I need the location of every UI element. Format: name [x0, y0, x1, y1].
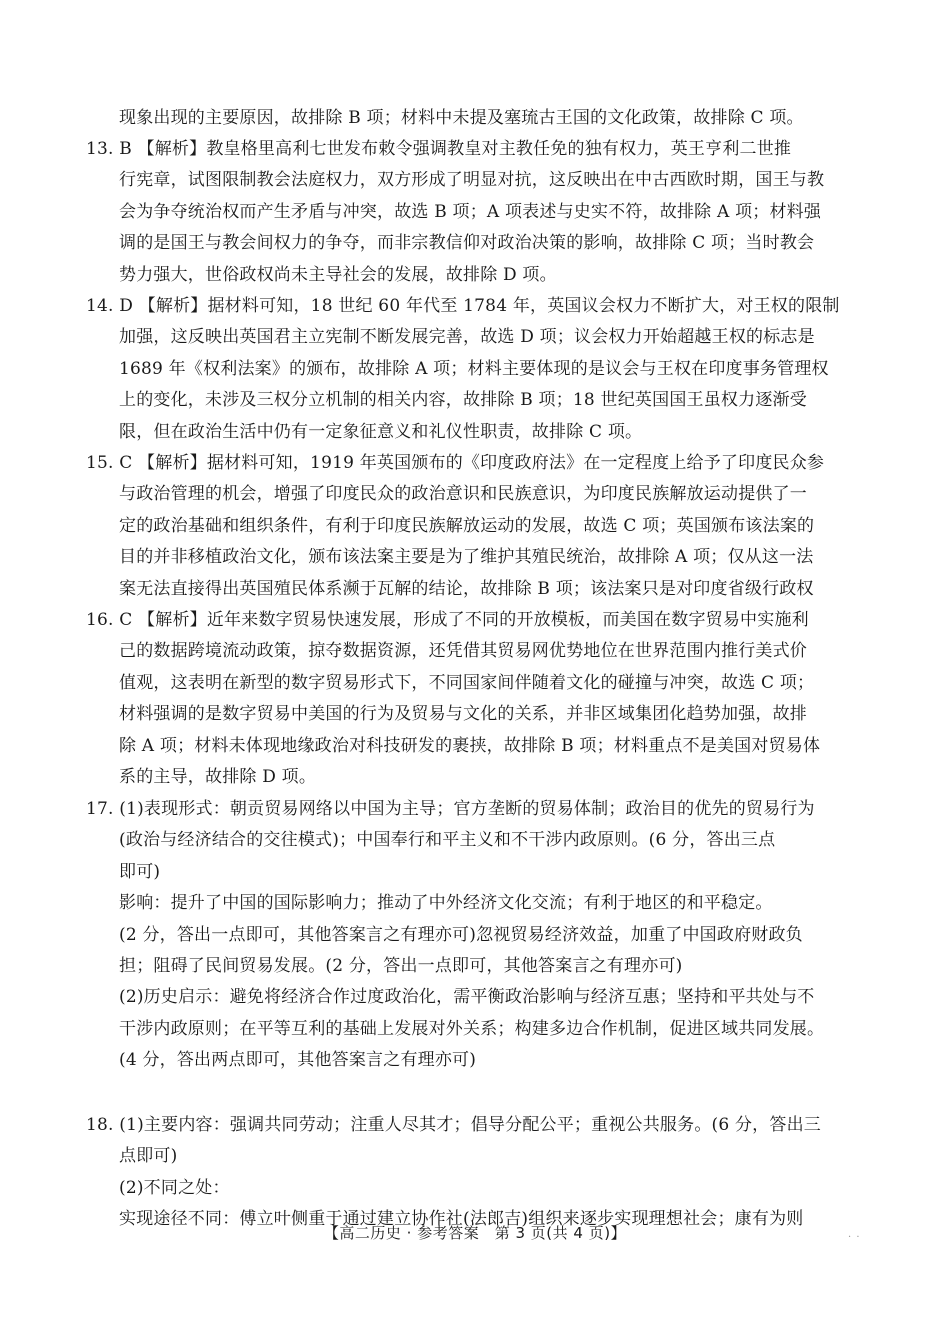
text-line: 干涉内政原则；在平等互利的基础上发展对外关系；构建多边合作机制，促进区域共同发展。: [119, 1018, 825, 1039]
text-line: 势力强大，世俗政权尚未主导社会的发展，故排除 D 项。: [119, 264, 557, 285]
text-line: 调的是国王与教会间权力的争夺，而非宗教信仰对政治决策的影响，故排除 C 项；当时教会: [119, 233, 815, 254]
text-line: 值观，这表明在新型的数字贸易形式下，不同国家间伴随着文化的碰撞与冲突，故选 C 项；: [119, 672, 815, 693]
text-line: (2)历史启示：避免将经济合作过度政治化，需平衡政治影响与经济互惠；坚持和平共处与不: [119, 987, 815, 1008]
text-line: 限，但在政治生活中仍有一定象征意义和礼仪性职责，故排除 C 项。: [119, 421, 643, 442]
text-line: 13. B 【解析】教皇格里高利七世发布敕令强调教皇对主教任免的独有权力，英王亨利二世推: [86, 139, 792, 159]
text-line: (政治与经济结合的交往模式)；中国奉行和平主义和不干涉内政原则。(6 分，答出三点: [119, 830, 776, 851]
text-line: 上的变化，未涉及三权分立机制的相关内容，故排除 B 项；18 世纪英国国王虽权力逐渐受: [119, 390, 807, 411]
text-line: 15. C 【解析】据材料可知，1919 年英国颁布的《印度政府法》在一定程度上给予了印度民众参: [86, 453, 825, 473]
text-line: 即可): [119, 861, 161, 882]
text-line: (4 分，答出两点即可，其他答案言之有理亦可): [119, 1050, 477, 1071]
answer-item-15: [86, 448, 876, 605]
text-line: 系的主导，故排除 D 项。: [119, 767, 317, 788]
text-line: 与政治管理的机会，增强了印度民众的政治意识和民族意识，为印度民族解放运动提供了一: [119, 484, 807, 505]
answer-item-17: [86, 794, 876, 1077]
text-line: 行宪章，试图限制教会法庭权力，双方形成了明显对抗，这反映出在中古西欧时期，国王与教: [119, 170, 825, 191]
text-line: 会为争夺统治权而产生矛盾与冲突，故选 B 项；A 项表述与史实不符，故排除 A 项；材料强: [119, 201, 822, 222]
text-line: 影响：提升了中国的国际影响力；推动了中外经济文化交流；有利于地区的和平稳定。: [119, 893, 773, 914]
text-line: 担；阻碍了民间贸易发展。(2 分，答出一点即可，其他答案言之有理亦可): [119, 956, 683, 977]
answer-item-18: [86, 1110, 876, 1236]
corner-mark: · ·: [848, 1232, 861, 1243]
text-line: 定的政治基础和组织条件，有利于印度民族解放运动的发展，故选 C 项；英国颁布该法案的: [119, 515, 815, 536]
text-line: 点即可): [119, 1146, 178, 1167]
answer-item-16: [86, 605, 876, 793]
continued-analysis: [119, 103, 876, 134]
text-line: 1689 年《权利法案》的颁布，故排除 A 项；材料主要体现的是议会与王权在印度事务管理权: [119, 358, 829, 379]
answer-item-13: [86, 134, 876, 291]
text-line: (2 分，答出一点即可，其他答案言之有理亦可)忽视贸易经济效益，加重了中国政府财政负: [119, 924, 803, 945]
text-line: 18. (1)主要内容：强调共同劳动；注重人尽其才；倡导分配公平；重视公共服务。(6 分，答出三: [86, 1115, 821, 1135]
text-line: 材料强调的是数字贸易中美国的行为及贸易与文化的关系，并非区域集团化趋势加强，故排: [119, 704, 807, 725]
text-line: 除 A 项；材料未体现地缘政治对科技研发的裹挟，故排除 B 项；材料重点不是美国对贸易体: [119, 735, 821, 756]
text-line: 案无法直接得出英国殖民体系濒于瓦解的结论，故排除 B 项；该法案只是对印度省级行政权: [119, 578, 814, 599]
text-line: 己的数据跨境流动政策，掠夺数据资源，还凭借其贸易网优势地位在世界范围内推行美式价: [119, 641, 807, 662]
text-line: 14. D 【解析】据材料可知，18 世纪 60 年代至 1784 年，英国议会权力不断扩大，对王权的限制: [86, 296, 840, 316]
text-line: (2)不同之处：: [119, 1177, 230, 1198]
text-line: 目的并非移植政治文化，颁布该法案主要是为了维护其殖民统治，故排除 A 项；仅从这一法: [119, 547, 814, 568]
text-line: 16. C 【解析】近年来数字贸易快速发展，形成了不同的开放模板，而美国在数字贸易中实施利: [86, 610, 809, 630]
page-footer: 【高二历史 · 参考答案 第 3 页(共 4 页)】: [323, 1224, 627, 1242]
text-line: 加强，这反映出英国君主立宪制不断发展完善，故选 D 项；议会权力开始超越王权的标志是: [119, 327, 815, 348]
text-line: 17. (1)表现形式：朝贡贸易网络以中国为主导；官方垄断的贸易体制；政治目的优先的贸易行为: [86, 799, 815, 819]
answer-item-14: [86, 291, 876, 448]
text-line: 现象出现的主要原因，故排除 B 项；材料中未提及塞琉古王国的文化政策，故排除 C 项。: [119, 108, 804, 128]
text-line: 实现途径不同：傅立叶侧重于通过建立协作社(法郎吉)组织来逐步实现理想社会；康有为则: [119, 1209, 804, 1230]
